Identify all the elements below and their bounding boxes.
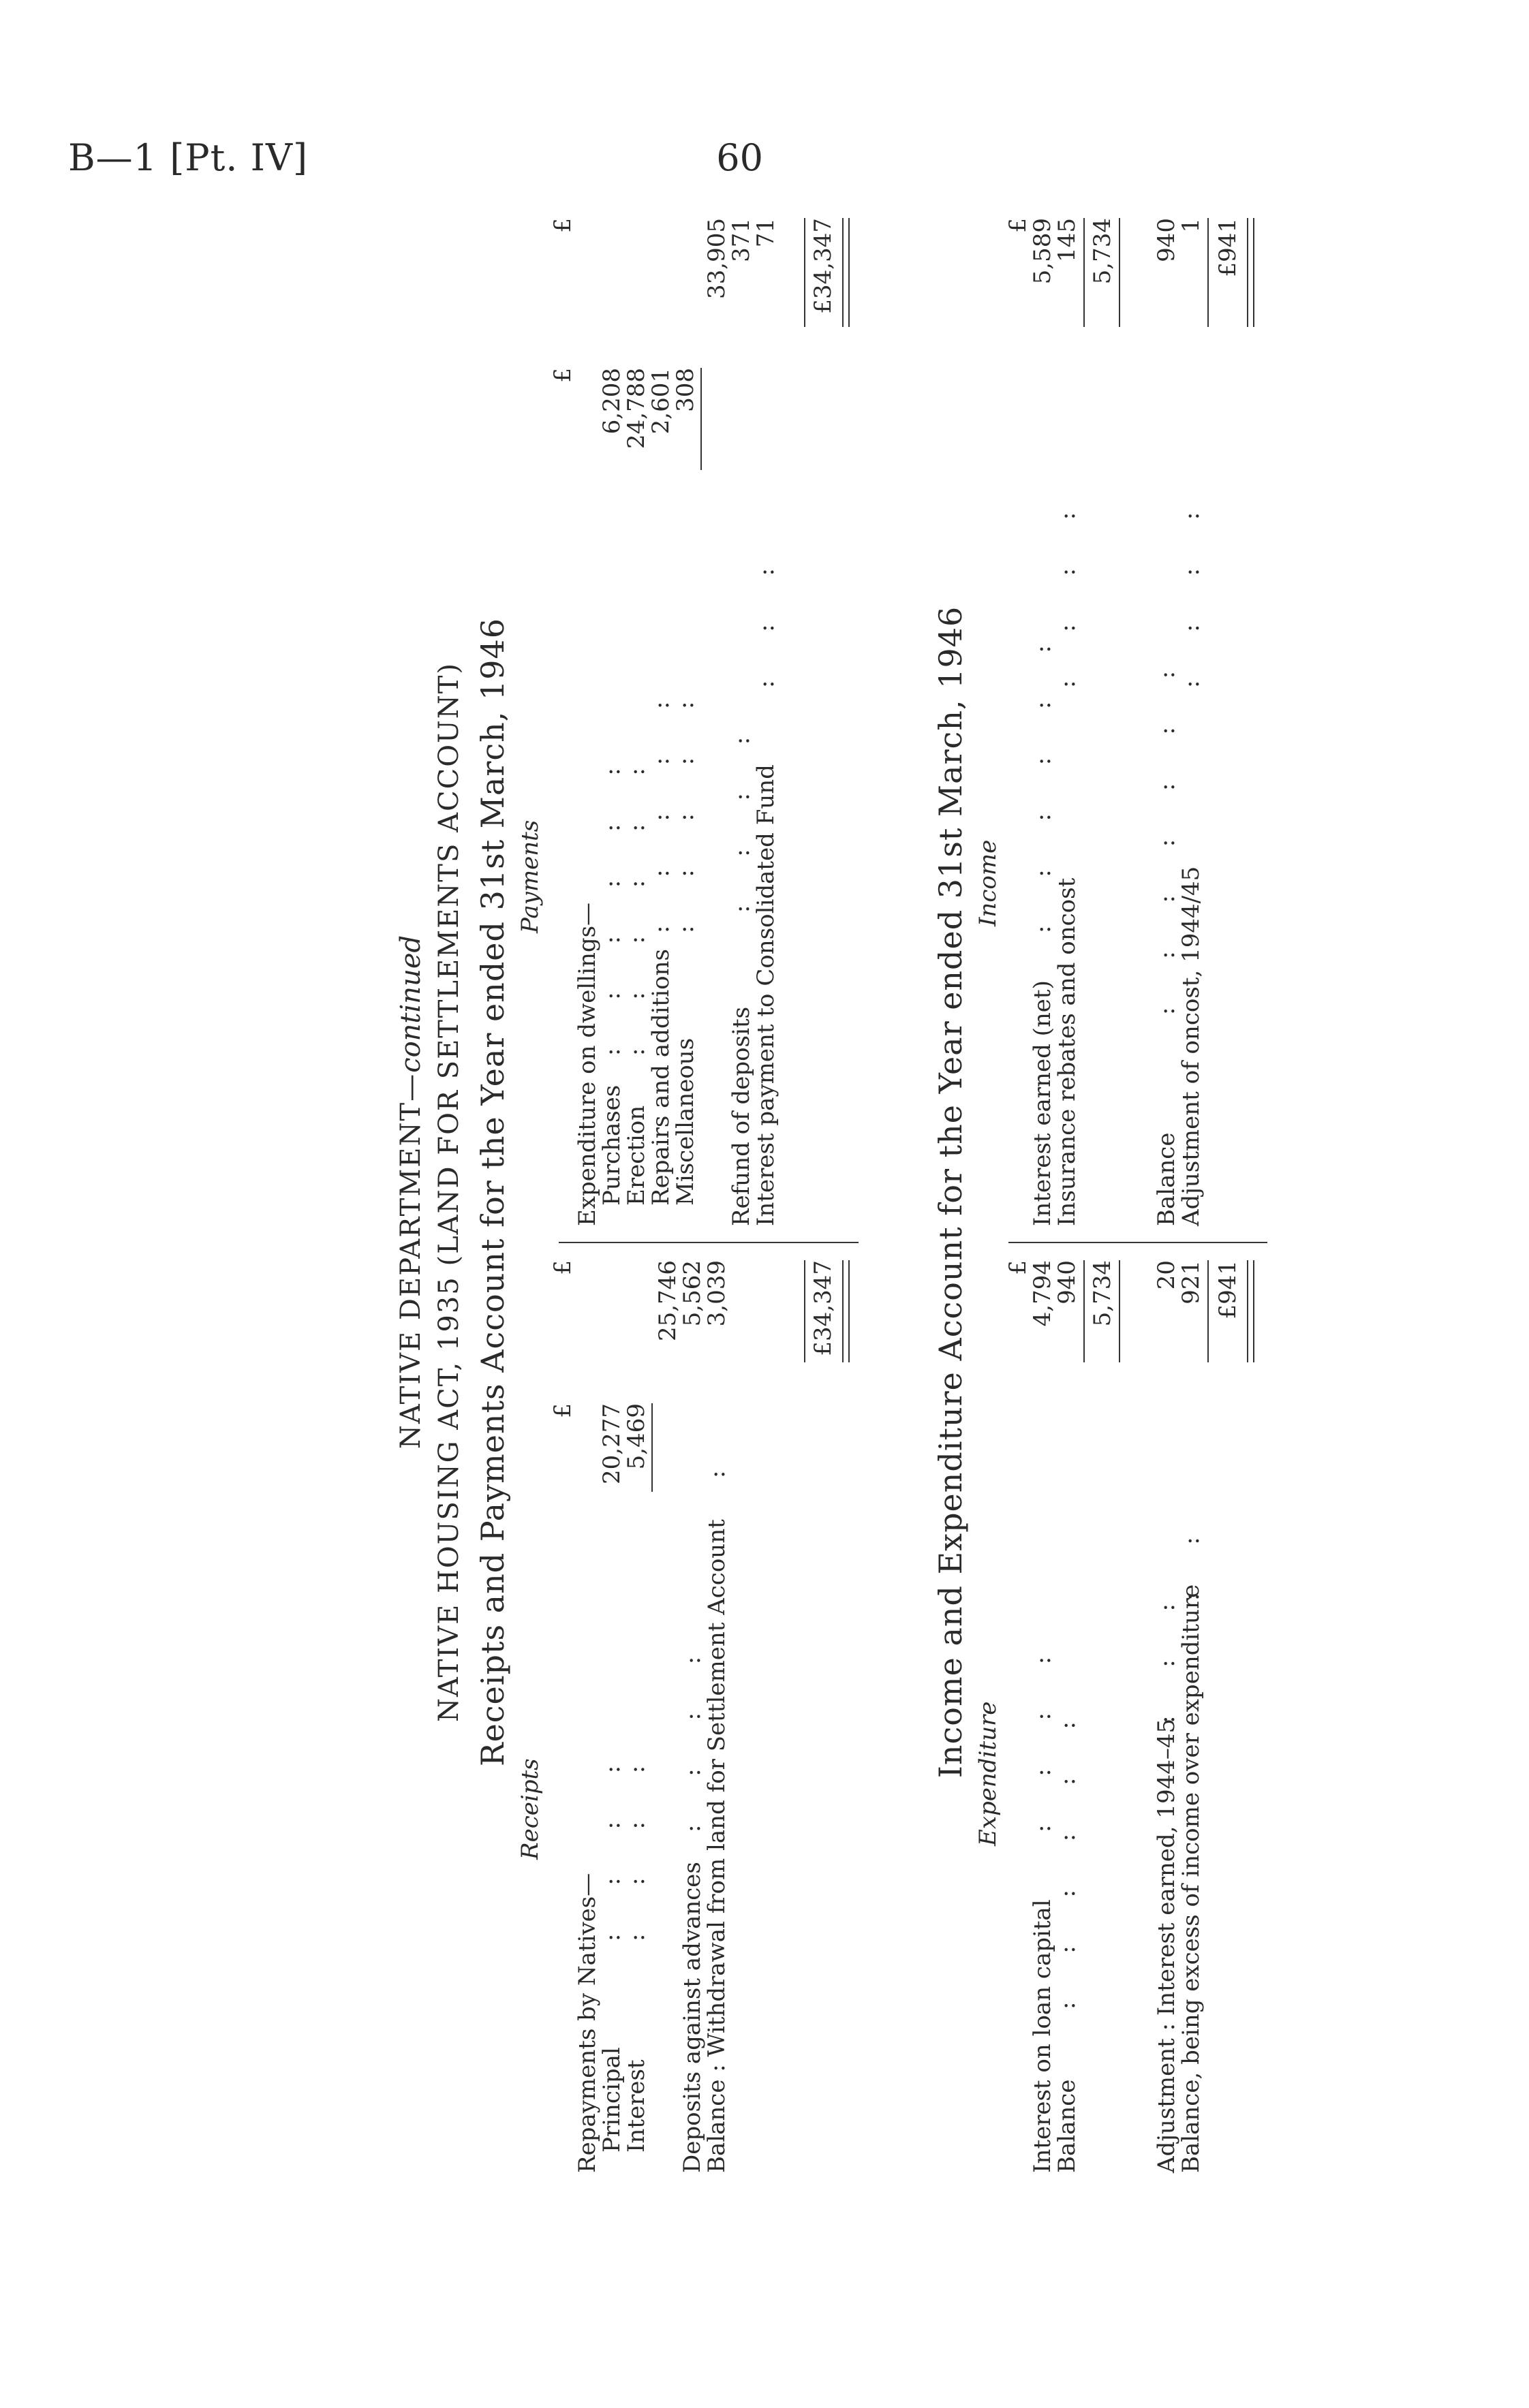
repairs-leader-dots: : : : : :: [647, 681, 675, 933]
purchases-label: Purchases: [598, 1084, 626, 1206]
principal-leader-dots: : : : :: [598, 1745, 626, 1941]
income-total-double-rule: [1247, 218, 1254, 327]
repairs-label: Repairs and additions: [647, 949, 675, 1206]
loan-interest-value: 4,794: [1029, 1260, 1056, 1327]
payments-pound-sign-1: £: [549, 368, 576, 383]
excess-income-leader-dots: : :: [1177, 1516, 1205, 1601]
payments-total-rule: [804, 218, 805, 327]
miscellaneous-label: Miscellaneous: [672, 1037, 699, 1206]
expenditure-subtotal-rule-top: [1083, 1260, 1085, 1362]
expenditure-subtotal-rule-bottom: [1119, 1260, 1120, 1362]
income-total-rule: [1207, 218, 1209, 327]
insurance-rebates-value: 145: [1053, 218, 1081, 262]
receipts-grand-total: £34,347: [809, 1260, 837, 1356]
repairs-value: 2,601: [647, 368, 675, 435]
income-subtotal-rule-top: [1083, 218, 1085, 327]
interest-payment-label: Interest payment to Consolidated Fund: [752, 764, 779, 1226]
expenditure-grand-total: £941: [1214, 1260, 1241, 1319]
expenditure-balance-leader-dots: : : : : : :: [1053, 1701, 1081, 2010]
income-subtotal-rule-bottom: [1119, 218, 1120, 327]
document-reference: B—1 [Pt. IV]: [68, 136, 309, 179]
expenditure-total: 33,905: [703, 218, 730, 299]
balance-withdrawal-label: Balance : Withdrawal from land for Settlement Account: [703, 1519, 730, 2173]
department-heading: [395, 170, 427, 2214]
erection-value: 24,788: [623, 368, 650, 449]
interest-leader-dots: : : : :: [623, 1745, 650, 1941]
interest-payment-total: 71: [752, 218, 779, 248]
oncost-adjustment-label: Adjustment of oncost, 1944/45: [1177, 866, 1205, 1226]
interest-payment-leader-dots: : : :: [752, 548, 779, 688]
adjustment-label: Adjustment : Interest earned, 1944–45: [1153, 1718, 1180, 2173]
receipts-pound-sign-1: £: [549, 1403, 576, 1418]
repayments-total: 25,746: [654, 1260, 681, 1341]
department-name: NATIVE DEPARTMENT—: [395, 1072, 427, 1450]
continued-label: continued: [395, 935, 427, 1073]
insurance-leader-dots: : : : :: [1053, 491, 1081, 688]
insurance-rebates-label: Insurance rebates and oncost: [1053, 877, 1081, 1226]
purchases-leader-dots: : : : : : :: [598, 747, 626, 1056]
refund-deposits-total: 371: [728, 218, 755, 262]
expenditure-subtotal: 5,734: [1089, 1260, 1116, 1327]
balance-withdrawal-total: 3,039: [703, 1260, 730, 1327]
repayments-heading: Repayments by Natives—: [574, 1873, 601, 2173]
interest-earned-value: 5,589: [1029, 218, 1056, 285]
expenditure-subtotal-rule: [700, 368, 702, 470]
receipts-payments-title: Receipts and Payments Account for the Year ended 31st March, 1946: [474, 617, 511, 1767]
deposits-leader-dots: : : : :: [679, 1636, 706, 1832]
purchases-value: 6,208: [598, 368, 626, 435]
income-heading: Income: [974, 839, 1002, 926]
adjustment-leader-dots: : : :: [1153, 1583, 1180, 1723]
principal-label: Principal: [598, 2047, 626, 2153]
payments-total-double-rule: [842, 218, 850, 327]
repayments-subtotal-rule: [651, 1403, 653, 1492]
expenditure-heading: Expenditure: [974, 1701, 1002, 1846]
payments-pound-sign-2: £: [549, 218, 576, 233]
receipts-payments-divider: [559, 1242, 859, 1243]
refund-leader-dots: : : : :: [728, 716, 755, 913]
receipts-total-rule: [804, 1260, 805, 1362]
interest-earned-label: Interest earned (net): [1029, 980, 1056, 1226]
expenditure-pound-sign: £: [1004, 1260, 1032, 1275]
refund-deposits-label: Refund of deposits: [728, 1006, 755, 1226]
miscellaneous-leader-dots: : : : : :: [672, 681, 699, 933]
payments-heading: Payments: [516, 819, 544, 933]
page-number: 60: [716, 136, 763, 179]
loan-interest-leader-dots: : : : :: [1029, 1636, 1056, 1832]
balance-leader-dots: :: [703, 1450, 730, 1478]
income-pound-sign: £: [1004, 218, 1032, 233]
interest-value: 5,469: [623, 1403, 650, 1470]
interest-label: Interest: [623, 2059, 650, 2153]
income-expenditure-title: Income and Expenditure Account for the Year ended 31st March, 1946: [932, 606, 969, 1779]
expenditure-balance-label: Balance: [1053, 2079, 1081, 2173]
rotated-accounts-sheet: [123, 170, 1417, 2214]
expenditure-total-double-rule: [1247, 1260, 1254, 1362]
adjustment-value: 20: [1153, 1260, 1180, 1290]
deposits-total: 5,562: [679, 1260, 706, 1327]
receipts-heading: Receipts: [516, 1758, 544, 1860]
income-balance-value: 940: [1153, 218, 1180, 262]
interest-earned-leader-dots: : : : : : :: [1029, 625, 1056, 933]
excess-income-value: 921: [1177, 1260, 1205, 1304]
receipts-total-double-rule: [842, 1260, 850, 1362]
miscellaneous-value: 308: [672, 368, 699, 412]
expenditure-balance-value: 940: [1053, 1260, 1081, 1304]
erection-label: Erection: [623, 1105, 650, 1206]
oncost-leader-dots: : : : :: [1177, 491, 1205, 688]
act-heading: NATIVE HOUSING ACT, 1935 (LAND FOR SETTLEMENTS ACCOUNT): [433, 662, 465, 1722]
expenditure-dwellings-heading: Expenditure on dwellings—: [574, 902, 601, 1226]
deposits-label: Deposits against advances: [679, 1862, 706, 2173]
receipts-pound-sign-2: £: [549, 1260, 576, 1275]
erection-leader-dots: : : : : : :: [623, 747, 650, 1056]
income-balance-label: Balance: [1153, 1132, 1180, 1226]
oncost-adjustment-value: 1: [1177, 218, 1205, 233]
expenditure-income-divider: [1008, 1242, 1267, 1243]
payments-grand-total: £34,347: [809, 218, 837, 314]
income-subtotal: 5,734: [1089, 218, 1116, 285]
income-balance-leader-dots: : : : : : : :: [1153, 650, 1180, 1015]
excess-income-label: Balance, being excess of income over expenditure: [1177, 1584, 1205, 2173]
loan-interest-label: Interest on loan capital: [1029, 1899, 1056, 2173]
principal-value: 20,277: [598, 1403, 626, 1484]
income-grand-total: £941: [1214, 218, 1241, 277]
expenditure-total-rule: [1207, 1260, 1209, 1362]
